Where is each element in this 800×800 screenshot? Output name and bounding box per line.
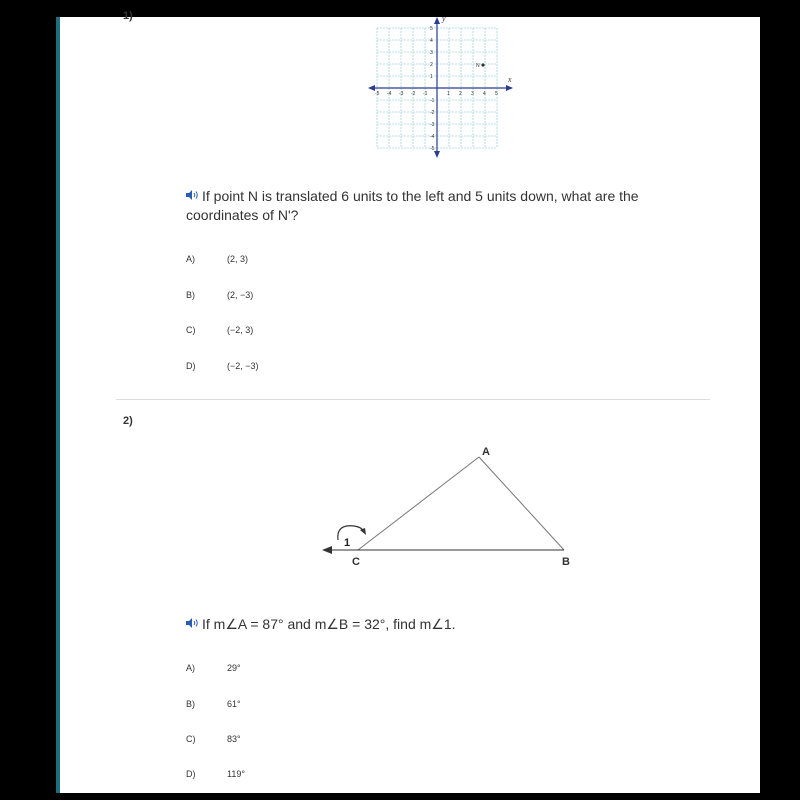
y-tick-label: -2 xyxy=(430,110,435,116)
x-tick-label: -1 xyxy=(423,91,428,97)
x-axis-arrow-right xyxy=(506,85,513,91)
y-axis-label: y xyxy=(442,14,446,23)
y-axis-arrow-down xyxy=(434,151,440,158)
question-1-text xyxy=(186,187,706,225)
y-tick-label: -3 xyxy=(430,122,435,128)
y-tick-label: -5 xyxy=(430,146,435,152)
x-tick-label: -2 xyxy=(411,91,416,97)
speaker-icon[interactable] xyxy=(186,190,200,200)
q1-choice-b[interactable]: B) (2, −3) xyxy=(186,290,254,300)
x-tick-label: 5 xyxy=(495,91,498,97)
x-tick-label: 4 xyxy=(483,91,486,97)
y-tick-label: -1 xyxy=(430,98,435,104)
angle-arc xyxy=(338,526,364,540)
question-divider xyxy=(116,399,710,400)
y-tick-label: 1 xyxy=(430,74,433,80)
y-tick-label: 2 xyxy=(430,62,433,68)
point-n xyxy=(481,63,484,66)
y-axis-arrow-up xyxy=(434,17,440,24)
x-tick-label: 2 xyxy=(459,91,462,97)
side-ca xyxy=(358,457,479,550)
x-axis-label: x xyxy=(508,75,512,84)
point-n-label: N xyxy=(476,63,480,69)
q2-choice-a[interactable]: A) 29° xyxy=(186,663,241,673)
vertex-c-label: C xyxy=(352,556,360,568)
question-1-line-2: coordinates of N'? xyxy=(186,207,299,223)
question-2-text xyxy=(186,615,706,634)
coordinate-grid xyxy=(360,14,520,162)
y-tick-label: -4 xyxy=(430,134,435,140)
y-tick-label: 5 xyxy=(430,26,433,32)
question-2-line: If m∠A = 87° and m∠B = 32°, find m∠1. xyxy=(202,616,456,632)
triangle-figure xyxy=(318,442,578,572)
q2-choice-d[interactable]: D) 119° xyxy=(186,769,245,779)
quiz-page xyxy=(60,10,760,793)
question-2-number: 2) xyxy=(123,415,133,427)
q1-choice-c[interactable]: C) (−2, 3) xyxy=(186,325,254,335)
angle-1-label: 1 xyxy=(344,537,351,549)
q1-choice-d[interactable]: D) (−2, −3) xyxy=(186,361,259,371)
q1-choice-a[interactable]: A) (2, 3) xyxy=(186,254,249,264)
vertex-a-label: A xyxy=(482,446,490,458)
ray-arrow-left xyxy=(322,546,332,554)
speaker-icon[interactable] xyxy=(186,618,200,628)
x-axis-arrow-left xyxy=(368,85,375,91)
question-1-number: 1) xyxy=(123,10,133,22)
q2-choice-b[interactable]: B) 61° xyxy=(186,699,241,709)
x-tick-label: -5 xyxy=(375,91,380,97)
y-tick-label: 4 xyxy=(430,38,433,44)
x-tick-label: -3 xyxy=(399,91,404,97)
q2-choice-c[interactable]: C) 83° xyxy=(186,734,241,744)
question-1-line-1: If point N is translated 6 units to the left and 5 units down, what are the xyxy=(202,188,639,204)
side-ab xyxy=(479,457,564,550)
x-tick-label: 1 xyxy=(447,91,450,97)
angle-arc-arrowhead xyxy=(360,528,366,535)
x-tick-label: -4 xyxy=(387,91,392,97)
vertex-b-label: B xyxy=(562,556,570,568)
y-tick-label: 3 xyxy=(430,50,433,56)
x-tick-label: 3 xyxy=(471,91,474,97)
